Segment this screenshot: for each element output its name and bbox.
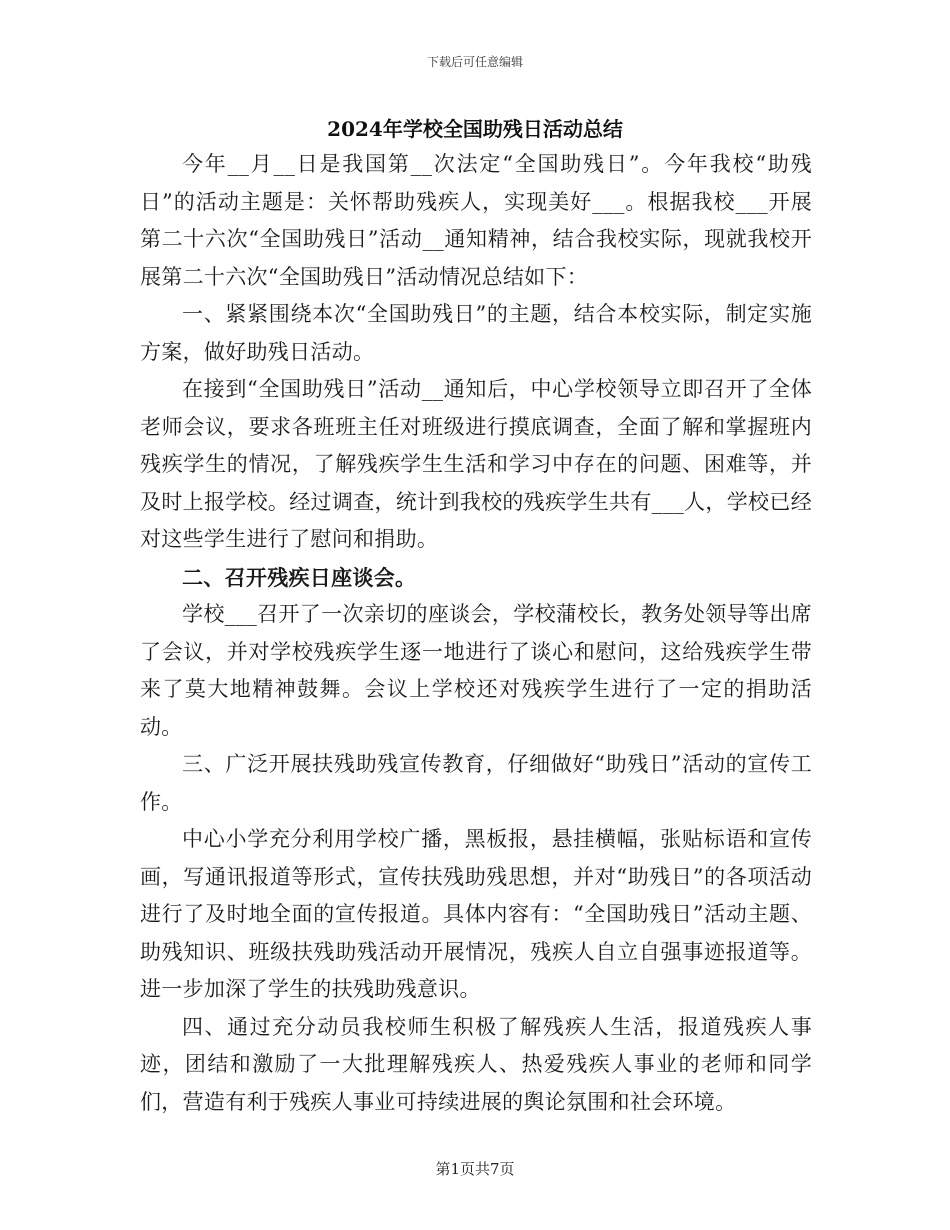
document-title: 2024年学校全国助残日活动总结 bbox=[327, 117, 623, 141]
document-body bbox=[140, 146, 812, 1121]
section-heading-4: 四、通过充分动员我校师生积极了解残疾人生活，报道残疾人事迹，团结和激励了一大批理解残疾人、热爱残疾人事业的老师和同学们，营造有利于残疾人事业可持续进展的舆论氛围和社会环境。 bbox=[140, 1014, 812, 1114]
paragraph-intro: 今年__月__日是我国第__次法定“全国助残日”。今年我校“助残日”的活动主题是：关怀帮助残疾人，实现美好___。根据我校___开展第二十六次“全国助残日”活动__通知精神，结合我校实际，现就我校开展第二十六次“全国助残日”活动情况总结如下： bbox=[140, 152, 812, 289]
paragraph-section-2: 学校___召开了一次亲切的座谈会，学校蒲校长，教务处领导等出席了会议，并对学校残疾学生逐一地进行了谈心和慰问，这给残疾学生带来了莫大地精神鼓舞。会议上学校还对残疾学生进行了一定的捐助活动。 bbox=[140, 602, 812, 739]
section-heading-3: 三、广泛开展扶残助残宣传教育，仔细做好“助残日”活动的宣传工作。 bbox=[140, 752, 812, 814]
section-heading-2: 二、召开残疾日座谈会。 bbox=[182, 564, 417, 590]
page-number: 第1页共7页 bbox=[435, 1160, 515, 1178]
section-heading-1: 一、紧紧围绕本次“全国助残日”的主题，结合本校实际，制定实施方案，做好助残日活动。 bbox=[140, 302, 812, 364]
paragraph-section-3: 中心小学充分利用学校广播，黑板报，悬挂横幅，张贴标语和宣传画，写通讯报道等形式，宣传扶残助残思想，并对“助残日”的各项活动进行了及时地全面的宣传报道。具体内容有：“全国助残日”活动主题、助残知识、班级扶残助残活动开展情况，残疾人自立自强事迹报道等。进一步加深了学生的扶残助残意识。 bbox=[140, 827, 812, 1001]
header-note: 下载后可任意编辑 bbox=[426, 55, 523, 69]
paragraph-section-1: 在接到“全国助残日”活动__通知后，中心学校领导立即召开了全体老师会议，要求各班班主任对班级进行摸底调查，全面了解和掌握班内残疾学生的情况，了解残疾学生生活和学习中存在的问题、困难等，并及时上报学校。经过调查，统计到我校的残疾学生共有___人，学校已经对这些学生进行了慰问和捐助。 bbox=[140, 377, 812, 551]
